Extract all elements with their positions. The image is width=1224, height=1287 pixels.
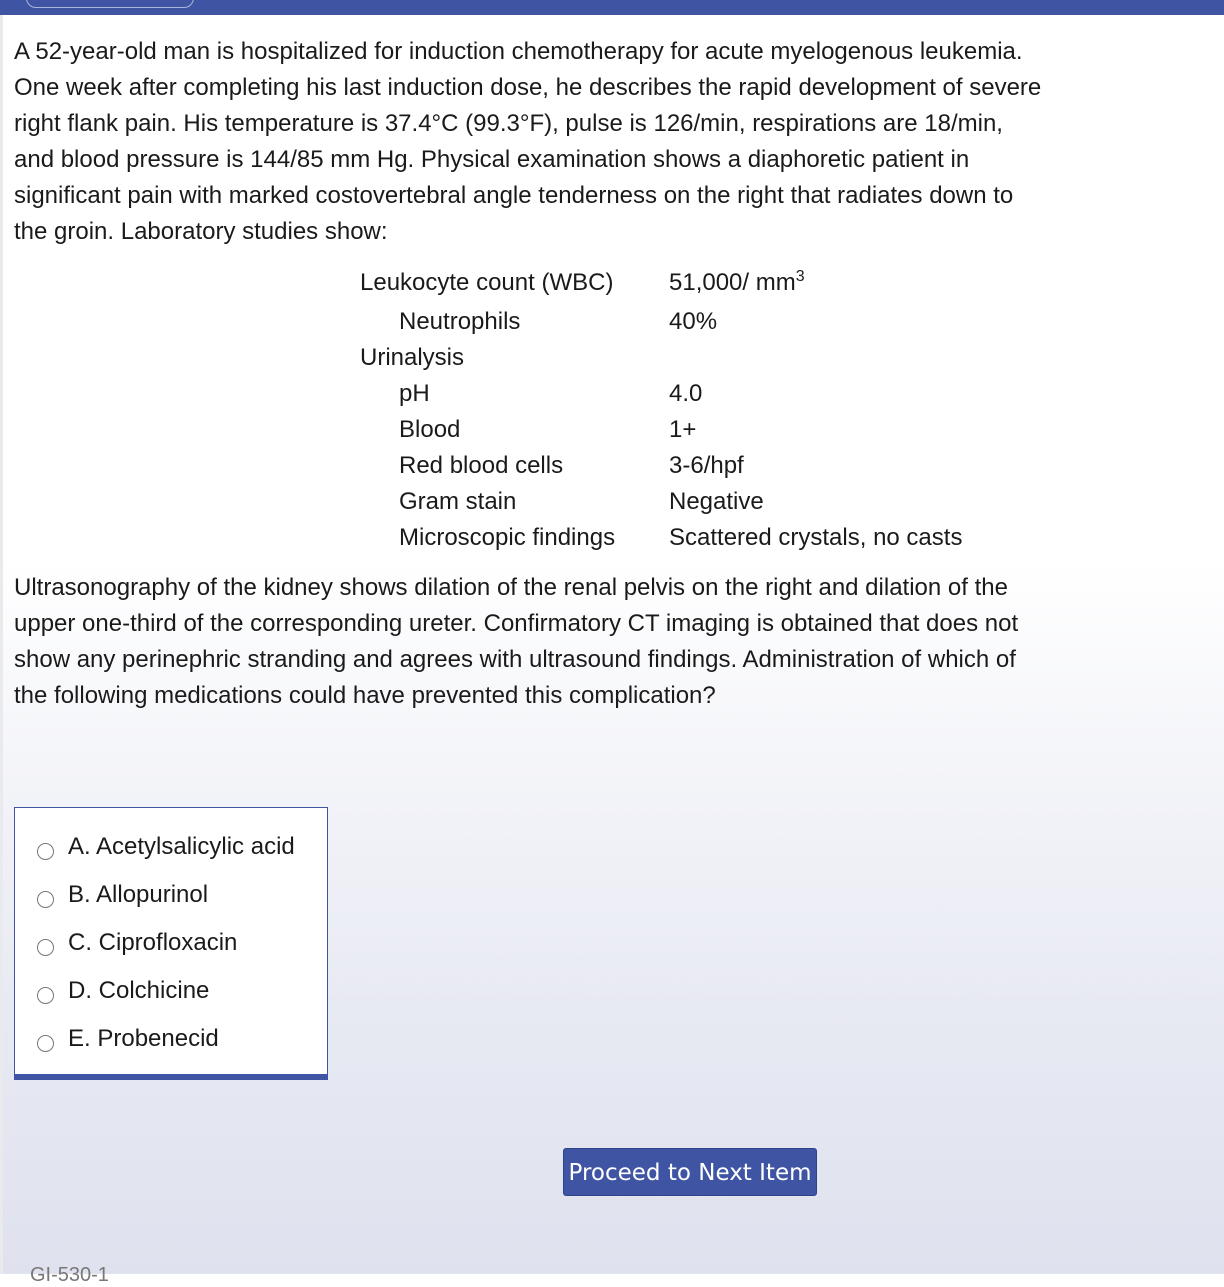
lab-label: Urinalysis	[360, 344, 465, 371]
lab-label: pH	[399, 380, 430, 407]
answer-choices-panel	[14, 807, 328, 1080]
radio-button[interactable]	[37, 939, 54, 956]
left-border	[0, 15, 3, 1274]
answer-choice-c[interactable]	[37, 923, 237, 963]
lab-label: Red blood cells	[399, 452, 564, 479]
answer-label: A. Acetylsalicylic acid	[68, 833, 295, 860]
lab-value: 4.0	[669, 380, 703, 407]
block-tab[interactable]	[26, 0, 194, 8]
answer-label: B. Allopurinol	[68, 881, 209, 908]
lab-label: Neutrophils	[399, 308, 521, 335]
proceed-to-next-item-button[interactable]: Proceed to Next Item	[563, 1148, 817, 1196]
radio-button[interactable]	[37, 1035, 54, 1052]
question-stem-continued: Ultrasonography of the kidney shows dilation of the renal pelvis on the right and dilation of the upper one-third of the corresponding ureter. Confirmatory CT imaging is obtained that does not show any perinephric stranding and agrees with ultrasound findings. Administration of which of the following medications could have prevented this complication?	[14, 574, 1019, 709]
radio-button[interactable]	[37, 987, 54, 1004]
radio-button[interactable]	[37, 843, 54, 860]
radio-button[interactable]	[37, 891, 54, 908]
answer-choice-b[interactable]	[37, 875, 208, 915]
question-stem: A 52-year-old man is hospitalized for induction chemotherapy for acute myelogenous leukemia. One week after completing his last induction dose, he describes the rapid development of severe right flank pain. His temperature is 37.4°C (99.3°F), pulse is 126/min, respirations are 18/min, and blood pressure is 144/85 mm Hg. Physical examination shows a diaphoretic patient in significant pain with marked costovertebral angle tenderness on the right that radiates down to the groin. Laboratory studies show:	[14, 38, 1042, 245]
answer-label: E. Probenecid	[68, 1025, 219, 1052]
lab-value: Scattered crystals, no casts	[669, 524, 963, 551]
question-id: GI-530-1	[30, 1264, 109, 1286]
lab-value: 1+	[669, 416, 697, 443]
answer-choice-e[interactable]	[37, 1019, 219, 1059]
lab-value: 3-6/hpf	[669, 452, 744, 479]
answer-choice-d[interactable]	[37, 971, 209, 1011]
answer-label: D. Colchicine	[68, 977, 210, 1004]
lab-value: 40%	[669, 308, 718, 335]
lab-value: 51,000/ $mm^3$	[669, 268, 805, 296]
exponent: 3	[795, 268, 805, 285]
lab-label: Leukocyte count (WBC)	[360, 269, 614, 296]
lab-label: Microscopic findings	[399, 524, 616, 551]
answer-choice-a[interactable]	[37, 827, 295, 867]
lab-label: Blood	[399, 416, 461, 443]
answer-label: C. Ciprofloxacin	[68, 929, 238, 956]
lab-value: Negative	[669, 488, 764, 515]
lab-label: Gram stain	[399, 488, 517, 515]
